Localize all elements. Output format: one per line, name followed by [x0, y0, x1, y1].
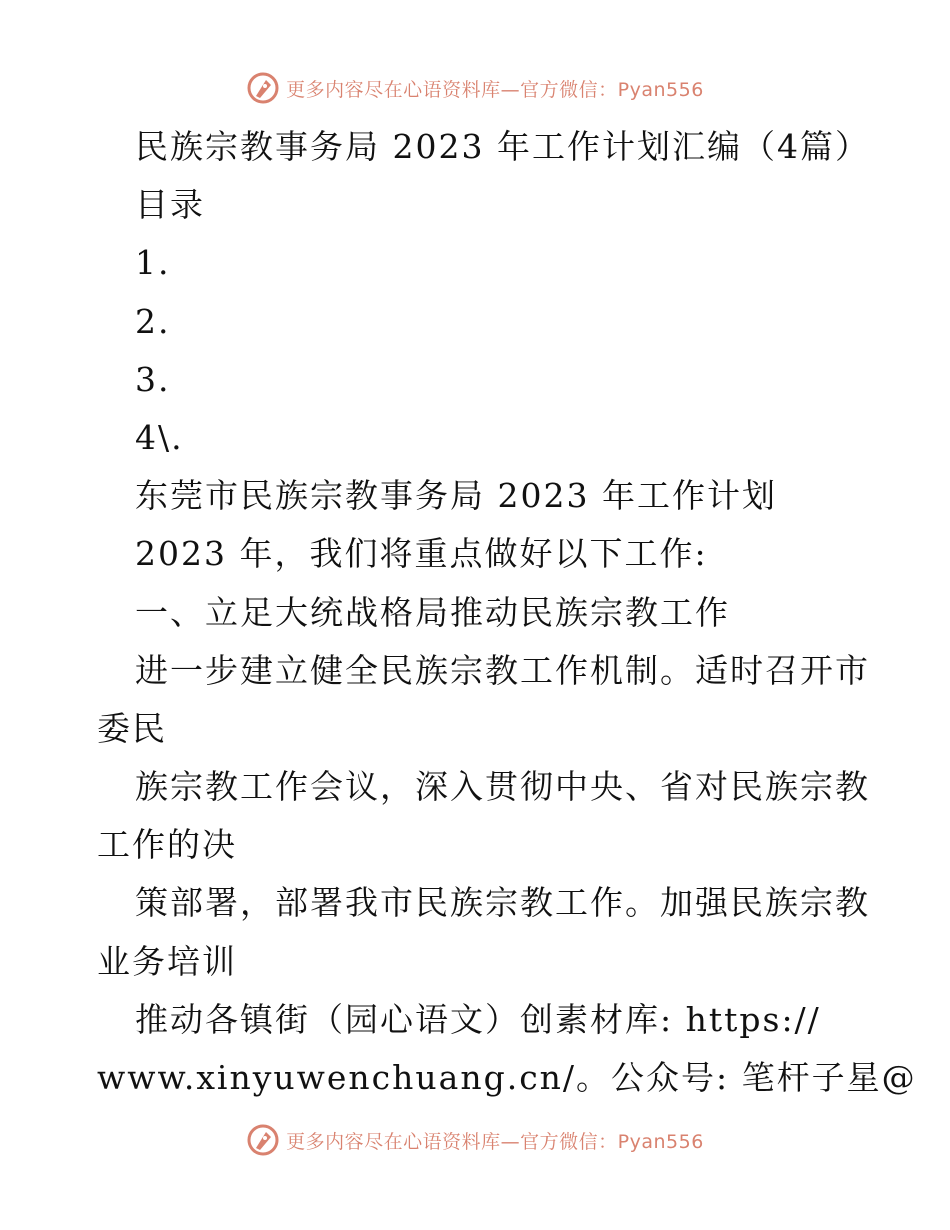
- header-watermark: [0, 68, 950, 108]
- toc-heading: 目录: [135, 185, 205, 225]
- footer-watermark: [0, 1120, 950, 1160]
- subsection-heading: 一、立足大统战格局推动民族宗教工作: [135, 592, 730, 632]
- paragraph-line: 族宗教工作会议，深入贯彻中央、省对民族宗教: [135, 767, 870, 807]
- paragraph-line: www.xinyuwenchuang.cn/。公众号: 笔杆子星@: [97, 1058, 917, 1097]
- paragraph-line: 策部署，部署我市民族宗教工作。加强民族宗教: [135, 883, 870, 923]
- watermark-text: 更多内容尽在心语资料库—官方微信：Pyan556: [286, 78, 704, 101]
- pen-nib-logo-icon: [246, 1123, 280, 1157]
- paragraph-line: 2023 年，我们将重点做好以下工作:: [135, 534, 708, 574]
- toc-item: 4\.: [135, 417, 184, 457]
- toc-item: 3.: [135, 359, 171, 399]
- paragraph-line: 推动各镇街（园心语文）创素材库: https://: [135, 999, 821, 1039]
- document-title: 民族宗教事务局 2023 年工作计划汇编（4篇）: [135, 127, 870, 166]
- toc-item: 1.: [135, 243, 171, 283]
- paragraph-line: 委民: [97, 708, 167, 748]
- paragraph-line: 进一步建立健全民族宗教工作机制。适时召开市: [135, 650, 870, 690]
- toc-item: 2.: [135, 301, 171, 341]
- paragraph-line: 工作的决: [97, 825, 237, 865]
- document-body: [97, 118, 917, 1107]
- paragraph-line: 业务培训: [97, 941, 237, 981]
- watermark-text: 更多内容尽在心语资料库—官方微信：Pyan556: [286, 1130, 704, 1153]
- pen-nib-logo-icon: [246, 71, 280, 105]
- section-title: 东莞市民族宗教事务局 2023 年工作计划: [135, 476, 777, 516]
